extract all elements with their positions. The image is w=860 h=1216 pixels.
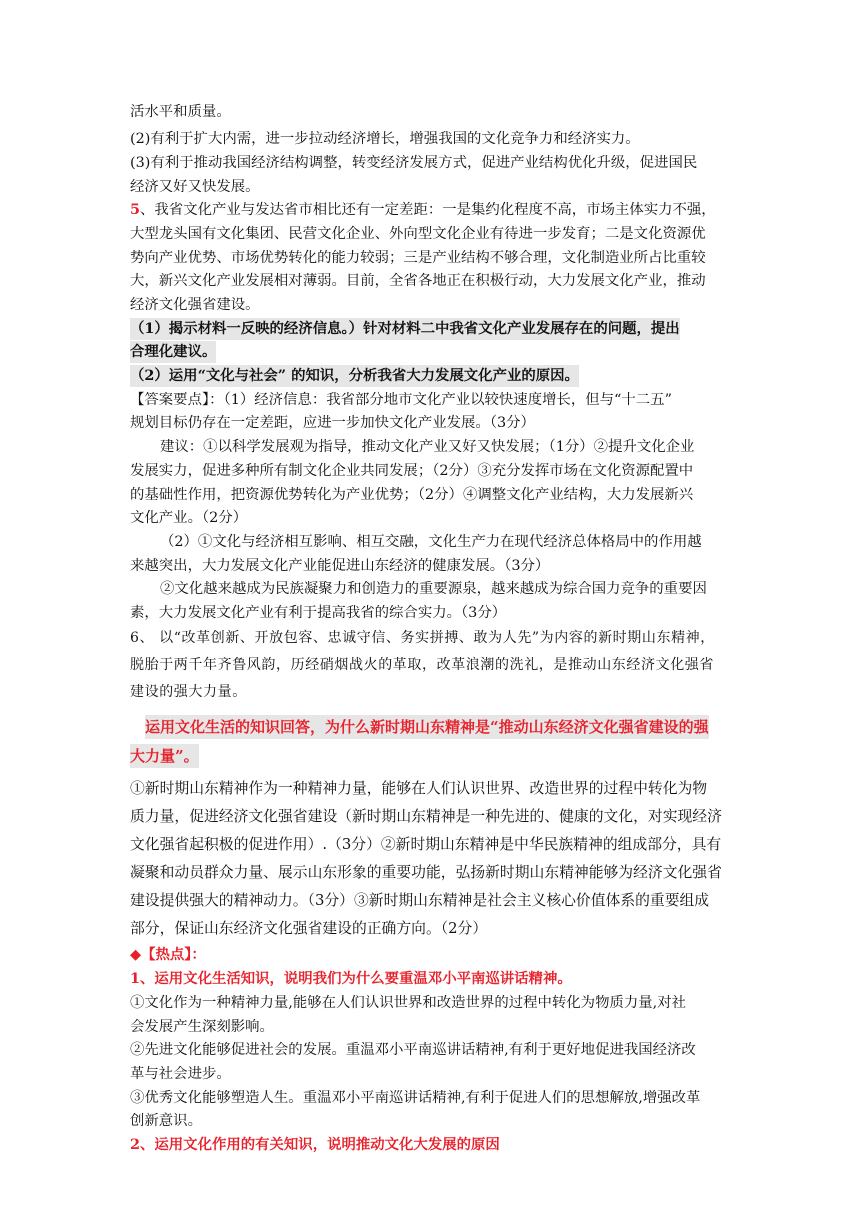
text-line: 经济又好又快发展。 bbox=[130, 179, 260, 195]
question-6-line: 6、 以“改革创新、开放包容、忠诚守信、务实拼搏、敢为人先”为内容的新时期山东精神， bbox=[130, 630, 715, 646]
answer-line: 素，大力发展文化产业有利于提高我省的综合实力。（3分） bbox=[130, 605, 507, 621]
answer-line: 来越突出，大力发展文化产业能促进山东经济的健康发展。（3分） bbox=[130, 558, 550, 574]
answer-line: 的基础性作用，把资源优势转化为产业优势；（2分）④调整文化产业结构，大力发展新兴 bbox=[130, 487, 694, 503]
answer-line: 建议：①以科学发展观为指导，推动文化产业又好又快发展；（1分）②提升文化企业 bbox=[160, 439, 695, 455]
hotspot-question-2: 2、运用文化作用的有关知识，说明推动文化大发展的原因 bbox=[130, 1136, 500, 1153]
answer-line: 创新意识。 bbox=[130, 1113, 202, 1129]
answer-line: 会发展产生深刻影响。 bbox=[130, 1019, 274, 1035]
text-line: 脱胎于两千年齐鲁风韵，历经硝烟战火的革取，改革浪潮的洗礼，是推动山东经济文化强省 bbox=[130, 657, 714, 673]
text-line: 势向产业优势、市场优势转化的能力较弱；三是产业结构不够合理，文化制造业所占比重较 bbox=[130, 250, 706, 266]
text-line: 经济文化强省建设。 bbox=[130, 297, 260, 313]
text-line: 大，新兴文化产业发展相对薄弱。目前，全省各地正在积极行动，大力发展文化产业，推动 bbox=[130, 273, 706, 289]
answer-line: 革与社会进步。 bbox=[130, 1066, 231, 1082]
hotspot-question-1: 1、运用文化生活知识，说明我们为什么要重温邓小平南巡讲话精神。 bbox=[130, 970, 572, 987]
text-line: (3)有利于推动我国经济结构调整，转变经济发展方式，促进产业结构优化升级，促进国民 bbox=[130, 155, 698, 171]
answer-line: ③优秀文化能够塑造人生。重温邓小平南巡讲话精神,有利于促进人们的思想解放,增强改革 bbox=[130, 1090, 701, 1106]
hotspot-heading: ◆【热点】： bbox=[130, 946, 206, 963]
answer-line: ①文化作为一种精神力量,能够在人们认识世界和改造世界的过程中转化为物质力量,对社 bbox=[130, 995, 686, 1011]
answer-line: 规划目标仍存在一定差距，应进一步加快文化产业发展。（3分） bbox=[130, 415, 535, 431]
text-line: (2)有利于扩大内需，进一步拉动经济增长，增强我国的文化竞争力和经济实力。 bbox=[130, 131, 640, 147]
answer-line: ②先进文化能够促进社会的发展。重温邓小平南巡讲话精神,有利于更好地促进我国经济改 bbox=[130, 1042, 696, 1058]
answer-line: ①新时期山东精神作为一种精神力量，能够在人们认识世界、改造世界的过程中转化为物 bbox=[130, 780, 708, 797]
question-5-line bbox=[130, 199, 716, 221]
answer-line: 文化强省起积极的促进作用）.（3分）②新时期山东精神是中华民族精神的组成部分，具有 bbox=[130, 836, 722, 853]
answer-line: （2）①文化与经济相互影响、相互交融，文化生产力在现代经济总体格局中的作用越 bbox=[160, 534, 702, 550]
question-prompt-red: 大力量”。 bbox=[130, 744, 199, 768]
text-line: 大型龙头国有文化集团、民营文化企业、外向型文化企业有待进一步发育；二是文化资源优 bbox=[130, 226, 706, 242]
answer-line: 质力量，促进经济文化强省建设（新时期山东精神是一种先进的、健康的文化，对实现经济 bbox=[130, 808, 722, 825]
text-span: 、我省文化产业与发达省市相比还有一定差距：一是集约化程度不高，市场主体实力不强， bbox=[140, 202, 716, 218]
text-line: 建设的强大力量。 bbox=[130, 684, 247, 700]
question-number: 5 bbox=[130, 201, 141, 218]
question-prompt: （1）揭示材料一反映的经济信息。）针对材料二中我省文化产业发展存在的问题，提出 bbox=[130, 318, 680, 340]
question-prompt: 合理化建议。 bbox=[130, 341, 216, 363]
answer-line: 文化产业。（2分） bbox=[130, 510, 248, 526]
answer-line: 部分，保证山东经济文化强省建设的正确方向。（2分） bbox=[130, 920, 488, 937]
answer-line: ②文化越来越成为民族凝聚力和创造力的重要源泉，越来越成为综合国力竞争的重要因 bbox=[160, 581, 707, 597]
text-line: 活水平和质量。 bbox=[130, 104, 231, 120]
question-prompt: （2）运用“文化与社会” 的知识，分析我省大力发展文化产业的原因。 bbox=[130, 365, 579, 387]
question-prompt-red: 运用文化生活的知识回答，为什么新时期山东精神是“推动山东经济文化强省建设的强 bbox=[145, 715, 709, 739]
answer-line: 建设提供强大的精神动力。（3分）③新时期山东精神是社会主义核心价值体系的重要组成 bbox=[130, 892, 710, 909]
answer-line: 【答案要点】：（1）经济信息：我省部分地市文化产业以较快速度增长，但与“十二五” bbox=[130, 392, 672, 408]
answer-line: 凝聚和动员群众力量、展示山东形象的重要功能，弘扬新时期山东精神能够为经济文化强省 bbox=[130, 864, 722, 881]
answer-line: 发展实力，促进多种所有制文化企业共同发展；（2分）③充分发挥市场在文化资源配置中 bbox=[130, 463, 694, 479]
